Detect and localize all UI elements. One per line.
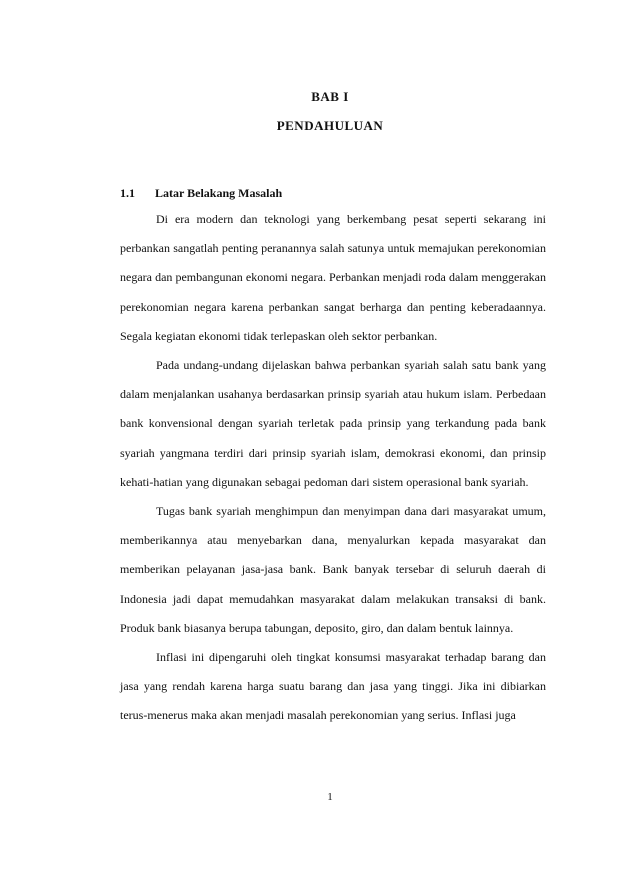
page-number: 1 xyxy=(327,791,333,803)
paragraph: Pada undang-undang dijelaskan bahwa perbankan syariah salah satu bank yang dalam menjalankan usahanya berdasarkan prinsip syariah atau hukum islam. Perbedaan bank konvensional dengan syariah terletak pada prinsip yang terkandung pada bank syariah yangmana terdiri dari prinsip syariah islam, demokrasi ekonomi, dan prinsip kehati-hatian yang digunakan sebagai pedoman dari sistem operasional bank syariah. xyxy=(120,358,546,489)
paragraph: Tugas bank syariah menghimpun dan menyimpan dana dari masyarakat umum, memberikannya atau menyebarkan dana, menyalurkan kepada masyarakat dan memberikan pelayanan jasa-jasa bank. Bank banyak tersebar di seluruh daerah di Indonesia jadi dapat memudahkan masyarakat dalam melakukan transaksi di bank. Produk bank biasanya berupa tabungan, deposito, giro, dan dalam bentuk lainnya. xyxy=(120,504,546,635)
chapter-number: BAB I xyxy=(311,89,349,104)
body-text xyxy=(120,205,546,731)
section-number: 1.1 xyxy=(120,186,135,200)
paragraph: Inflasi ini dipengaruhi oleh tingkat konsumsi masyarakat terhadap barang dan jasa yang rendah karena harga suatu barang dan jasa yang tinggi. Jika ini dibiarkan terus-menerus maka akan menjadi masalah perekonomian yang serius. Inflasi juga xyxy=(120,650,546,723)
section-heading xyxy=(120,186,282,201)
chapter-title: PENDAHULUAN xyxy=(276,118,384,133)
section-title: Latar Belakang Masalah xyxy=(155,186,283,200)
paragraph: Di era modern dan teknologi yang berkembang pesat seperti sekarang ini perbankan sangatlah penting peranannya salah satunya untuk memajukan perekonomian negara dan pembangunan ekonomi negara. Perbankan menjadi roda dalam menggerakan perekonomian negara karena perbankan sangat berharga dan penting keberadaannya. Segala kegiatan ekonomi tidak terlepaskan oleh sektor perbankan. xyxy=(120,212,546,343)
